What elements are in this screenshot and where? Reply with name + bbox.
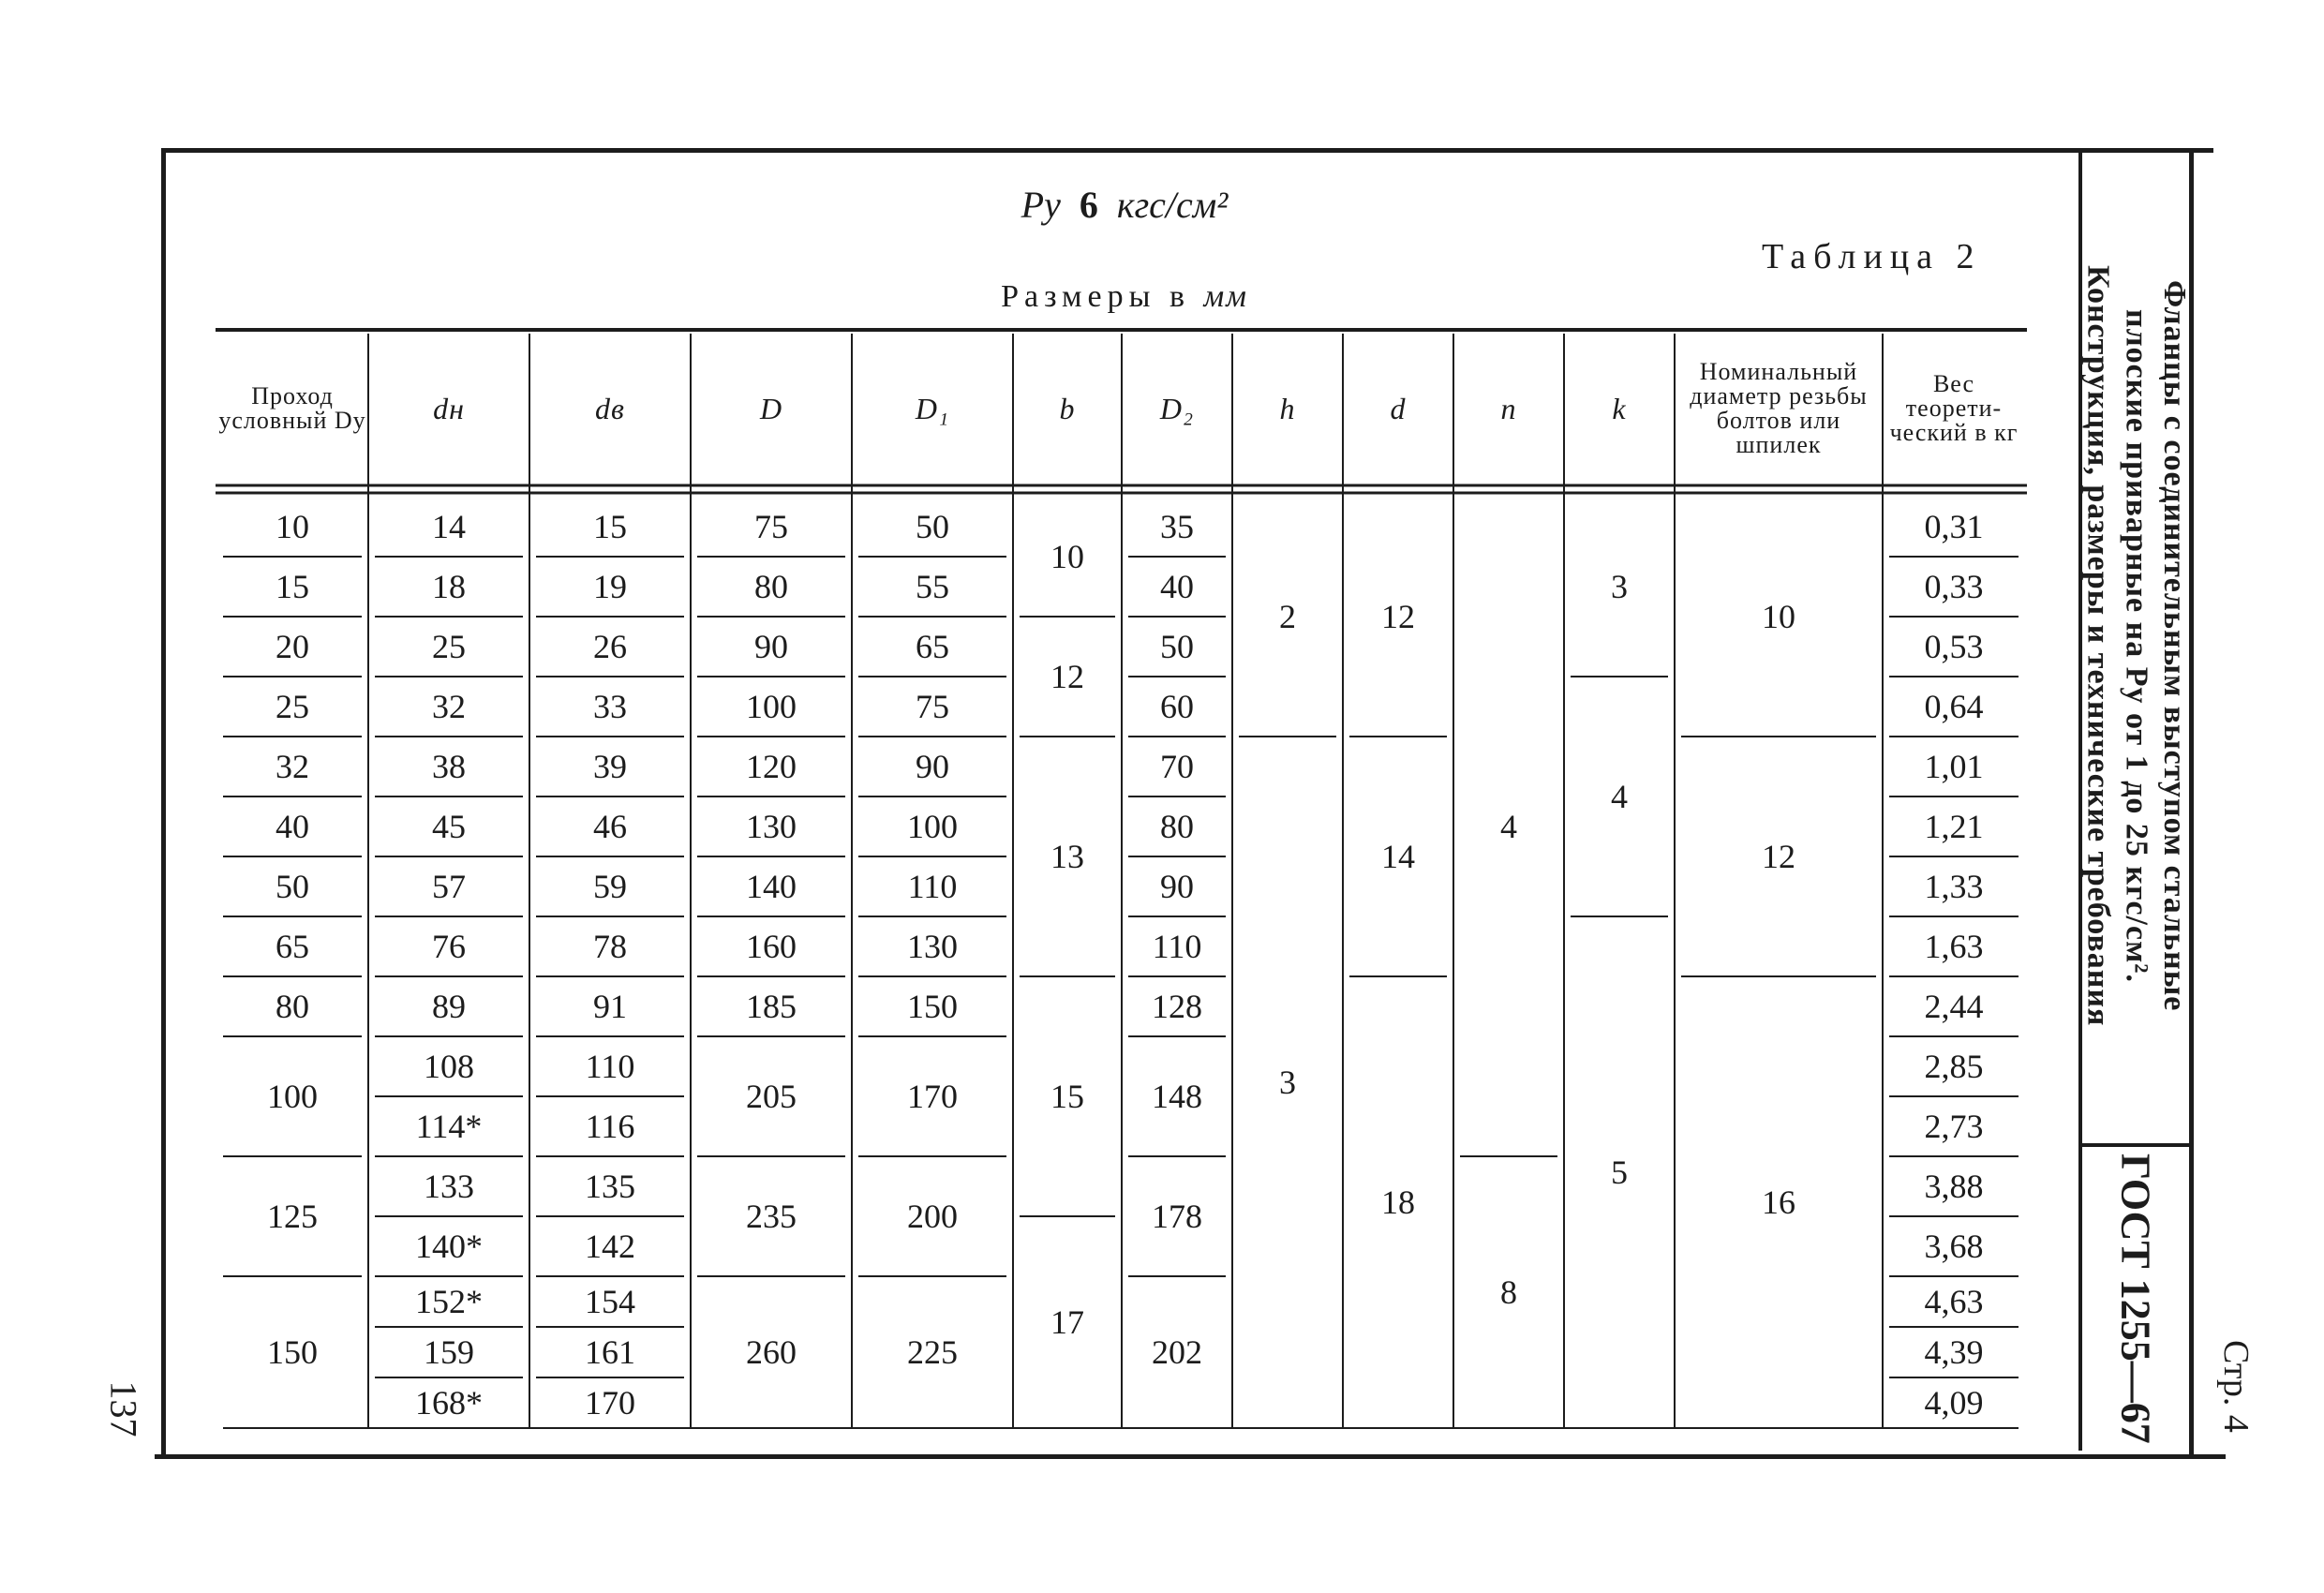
cell-dv: 26 xyxy=(593,628,627,665)
cell-dy: 50 xyxy=(276,868,309,905)
cell-weight: 3,88 xyxy=(1924,1168,1984,1205)
cell-dv: 142 xyxy=(585,1228,635,1265)
cell-dy: 125 xyxy=(267,1198,318,1235)
cell-dn: 57 xyxy=(432,868,466,905)
frame-top-border xyxy=(161,148,2213,153)
header-thread: Номинальный диаметр резьбы болтов или шпилек xyxy=(1690,358,1868,458)
header-D1: D₁ xyxy=(915,392,950,425)
cell-h: 3 xyxy=(1279,1064,1296,1101)
header-dn: dн xyxy=(433,392,465,425)
cell-D2: 148 xyxy=(1152,1078,1202,1115)
units-unit: мм xyxy=(1203,279,1248,314)
cell-dy: 32 xyxy=(276,748,309,785)
cell-D1: 170 xyxy=(907,1078,958,1115)
cell-D: 235 xyxy=(746,1198,797,1235)
cell-D2: 90 xyxy=(1160,868,1194,905)
cell-dv: 91 xyxy=(593,988,627,1025)
cell-D1: 200 xyxy=(907,1198,958,1235)
cell-D: 100 xyxy=(746,688,797,725)
cell-dv: 110 xyxy=(585,1048,635,1085)
cell-D: 130 xyxy=(746,808,797,845)
document-title-line-2: плоские приварные на Pу от 1 до 25 кгс/см². xyxy=(2119,308,2154,983)
cell-dn: 108 xyxy=(424,1048,474,1085)
cell-dy: 150 xyxy=(267,1333,318,1371)
document-title xyxy=(2080,150,2193,1141)
pressure-symbol: Pу xyxy=(1020,184,1061,226)
cell-dv: 15 xyxy=(593,508,627,545)
cell-weight: 0,33 xyxy=(1924,568,1984,605)
cell-b: 10 xyxy=(1050,538,1084,575)
pressure-value: 6 xyxy=(1079,184,1098,226)
cell-dy: 80 xyxy=(276,988,309,1025)
cell-weight: 1,21 xyxy=(1924,808,1984,845)
header-n: n xyxy=(1500,392,1517,425)
cell-D2: 60 xyxy=(1160,688,1194,725)
page-number: 137 xyxy=(102,1380,145,1437)
cell-dv: 161 xyxy=(585,1333,635,1371)
cell-D: 120 xyxy=(746,748,797,785)
cell-D2: 40 xyxy=(1160,568,1194,605)
cell-D1: 130 xyxy=(907,928,958,965)
cell-thread: 16 xyxy=(1762,1184,1795,1221)
cell-n: 4 xyxy=(1500,808,1517,845)
cell-D: 160 xyxy=(746,928,797,965)
cell-d: 12 xyxy=(1381,598,1415,635)
cell-D1: 225 xyxy=(907,1333,958,1371)
header-b: b xyxy=(1059,392,1076,425)
cell-D2: 128 xyxy=(1152,988,1202,1025)
header-k: k xyxy=(1612,392,1627,425)
cell-D: 185 xyxy=(746,988,797,1025)
cell-weight: 1,63 xyxy=(1924,928,1984,965)
cell-k: 3 xyxy=(1611,568,1628,605)
cell-D: 140 xyxy=(746,868,797,905)
cell-thread: 10 xyxy=(1762,598,1795,635)
header-weight: Вес теорети-ческий в кг xyxy=(1889,370,2019,446)
cell-D2: 178 xyxy=(1152,1198,1202,1235)
cell-dn: 114* xyxy=(415,1108,483,1145)
title-block-separator xyxy=(2078,1143,2191,1147)
cell-dn: 18 xyxy=(432,568,466,605)
cell-dn: 14 xyxy=(432,508,466,545)
cell-dy: 20 xyxy=(276,628,309,665)
pressure-heading xyxy=(937,183,1312,227)
header-dv: dв xyxy=(595,392,625,425)
cell-weight: 0,64 xyxy=(1924,688,1984,725)
units-prefix: Размеры в xyxy=(1001,279,1191,314)
cell-dy: 40 xyxy=(276,808,309,845)
cell-dv: 154 xyxy=(585,1283,635,1320)
cell-thread: 12 xyxy=(1762,838,1795,875)
cell-dn: 38 xyxy=(432,748,466,785)
cell-dn: 32 xyxy=(432,688,466,725)
cell-D1: 110 xyxy=(907,868,958,905)
cell-dy: 100 xyxy=(267,1078,318,1115)
gost-code: ГОСТ 1255—67 xyxy=(2112,1154,2159,1444)
cell-dy: 15 xyxy=(276,568,309,605)
cell-weight: 0,31 xyxy=(1924,508,1984,545)
cell-weight: 0,53 xyxy=(1924,628,1984,665)
cell-D1: 90 xyxy=(916,748,949,785)
cell-h: 2 xyxy=(1279,598,1296,635)
cell-dv: 46 xyxy=(593,808,627,845)
cell-dn: 89 xyxy=(432,988,466,1025)
cell-weight: 4,39 xyxy=(1924,1333,1984,1371)
pressure-unit: кгс/см² xyxy=(1116,184,1229,226)
cell-D: 205 xyxy=(746,1078,797,1115)
cell-b: 15 xyxy=(1050,1078,1084,1115)
cell-dv: 19 xyxy=(593,568,627,605)
units-note xyxy=(937,279,1312,315)
header-d: d xyxy=(1390,392,1407,425)
header-dy: Проход условный Dу xyxy=(218,382,366,434)
cell-dv: 116 xyxy=(585,1108,635,1145)
cell-D: 260 xyxy=(746,1333,797,1371)
cell-dn: 140* xyxy=(415,1228,483,1265)
cell-weight: 2,44 xyxy=(1924,988,1984,1025)
cell-D: 90 xyxy=(754,628,788,665)
cell-D: 75 xyxy=(754,508,788,545)
cell-weight: 2,85 xyxy=(1924,1048,1984,1085)
cell-D2: 80 xyxy=(1160,808,1194,845)
cell-n: 8 xyxy=(1500,1273,1517,1311)
cell-D1: 50 xyxy=(916,508,949,545)
table-label: Таблица 2 xyxy=(1762,237,1982,276)
cell-dn: 133 xyxy=(424,1168,474,1205)
cell-b: 13 xyxy=(1050,838,1084,875)
document-title-line-1: Фланцы с соединительным выступом стальные xyxy=(2157,279,2193,1012)
cell-D1: 65 xyxy=(916,628,949,665)
cell-D2: 35 xyxy=(1160,508,1194,545)
frame-left-border xyxy=(161,148,166,1458)
header-h: h xyxy=(1279,392,1296,425)
document-title-line-3: Конструкция, размеры и технические требования xyxy=(2080,264,2116,1027)
cell-D1: 55 xyxy=(916,568,949,605)
cell-dn: 45 xyxy=(432,808,466,845)
cell-b: 17 xyxy=(1050,1303,1084,1341)
cell-weight: 1,01 xyxy=(1924,748,1984,785)
cell-D1: 150 xyxy=(907,988,958,1025)
cell-dy: 10 xyxy=(276,508,309,545)
cell-weight: 4,09 xyxy=(1924,1384,1984,1422)
cell-dv: 135 xyxy=(585,1168,635,1205)
cell-D2: 70 xyxy=(1160,748,1194,785)
cell-weight: 1,33 xyxy=(1924,868,1984,905)
cell-dv: 59 xyxy=(593,868,627,905)
cell-dv: 78 xyxy=(593,928,627,965)
cell-b: 12 xyxy=(1050,658,1084,695)
cell-dn: 25 xyxy=(432,628,466,665)
cell-d: 14 xyxy=(1381,838,1415,875)
cell-dv: 170 xyxy=(585,1384,635,1422)
cell-weight: 3,68 xyxy=(1924,1228,1984,1265)
cell-d: 18 xyxy=(1381,1184,1415,1221)
cell-dn: 159 xyxy=(424,1333,474,1371)
cell-weight: 4,63 xyxy=(1924,1283,1984,1320)
frame-bottom-border xyxy=(155,1454,2226,1459)
cell-D1: 100 xyxy=(907,808,958,845)
cell-k: 5 xyxy=(1611,1154,1628,1191)
page-reference: Стр. 4 xyxy=(2216,1340,2256,1433)
cell-D2: 50 xyxy=(1160,628,1194,665)
cell-D1: 75 xyxy=(916,688,949,725)
cell-k: 4 xyxy=(1611,778,1628,815)
cell-weight: 2,73 xyxy=(1924,1108,1984,1145)
cell-dv: 33 xyxy=(593,688,627,725)
cell-dn: 168* xyxy=(415,1384,483,1422)
cell-dn: 152* xyxy=(415,1283,483,1320)
cell-dv: 39 xyxy=(593,748,627,785)
header-D: D xyxy=(759,392,783,425)
cell-D2: 110 xyxy=(1152,928,1202,965)
cell-D: 80 xyxy=(754,568,788,605)
header-D2: D₂ xyxy=(1159,392,1195,425)
cell-D2: 202 xyxy=(1152,1333,1202,1371)
cell-dy: 65 xyxy=(276,928,309,965)
cell-dn: 76 xyxy=(432,928,466,965)
cell-dy: 25 xyxy=(276,688,309,725)
